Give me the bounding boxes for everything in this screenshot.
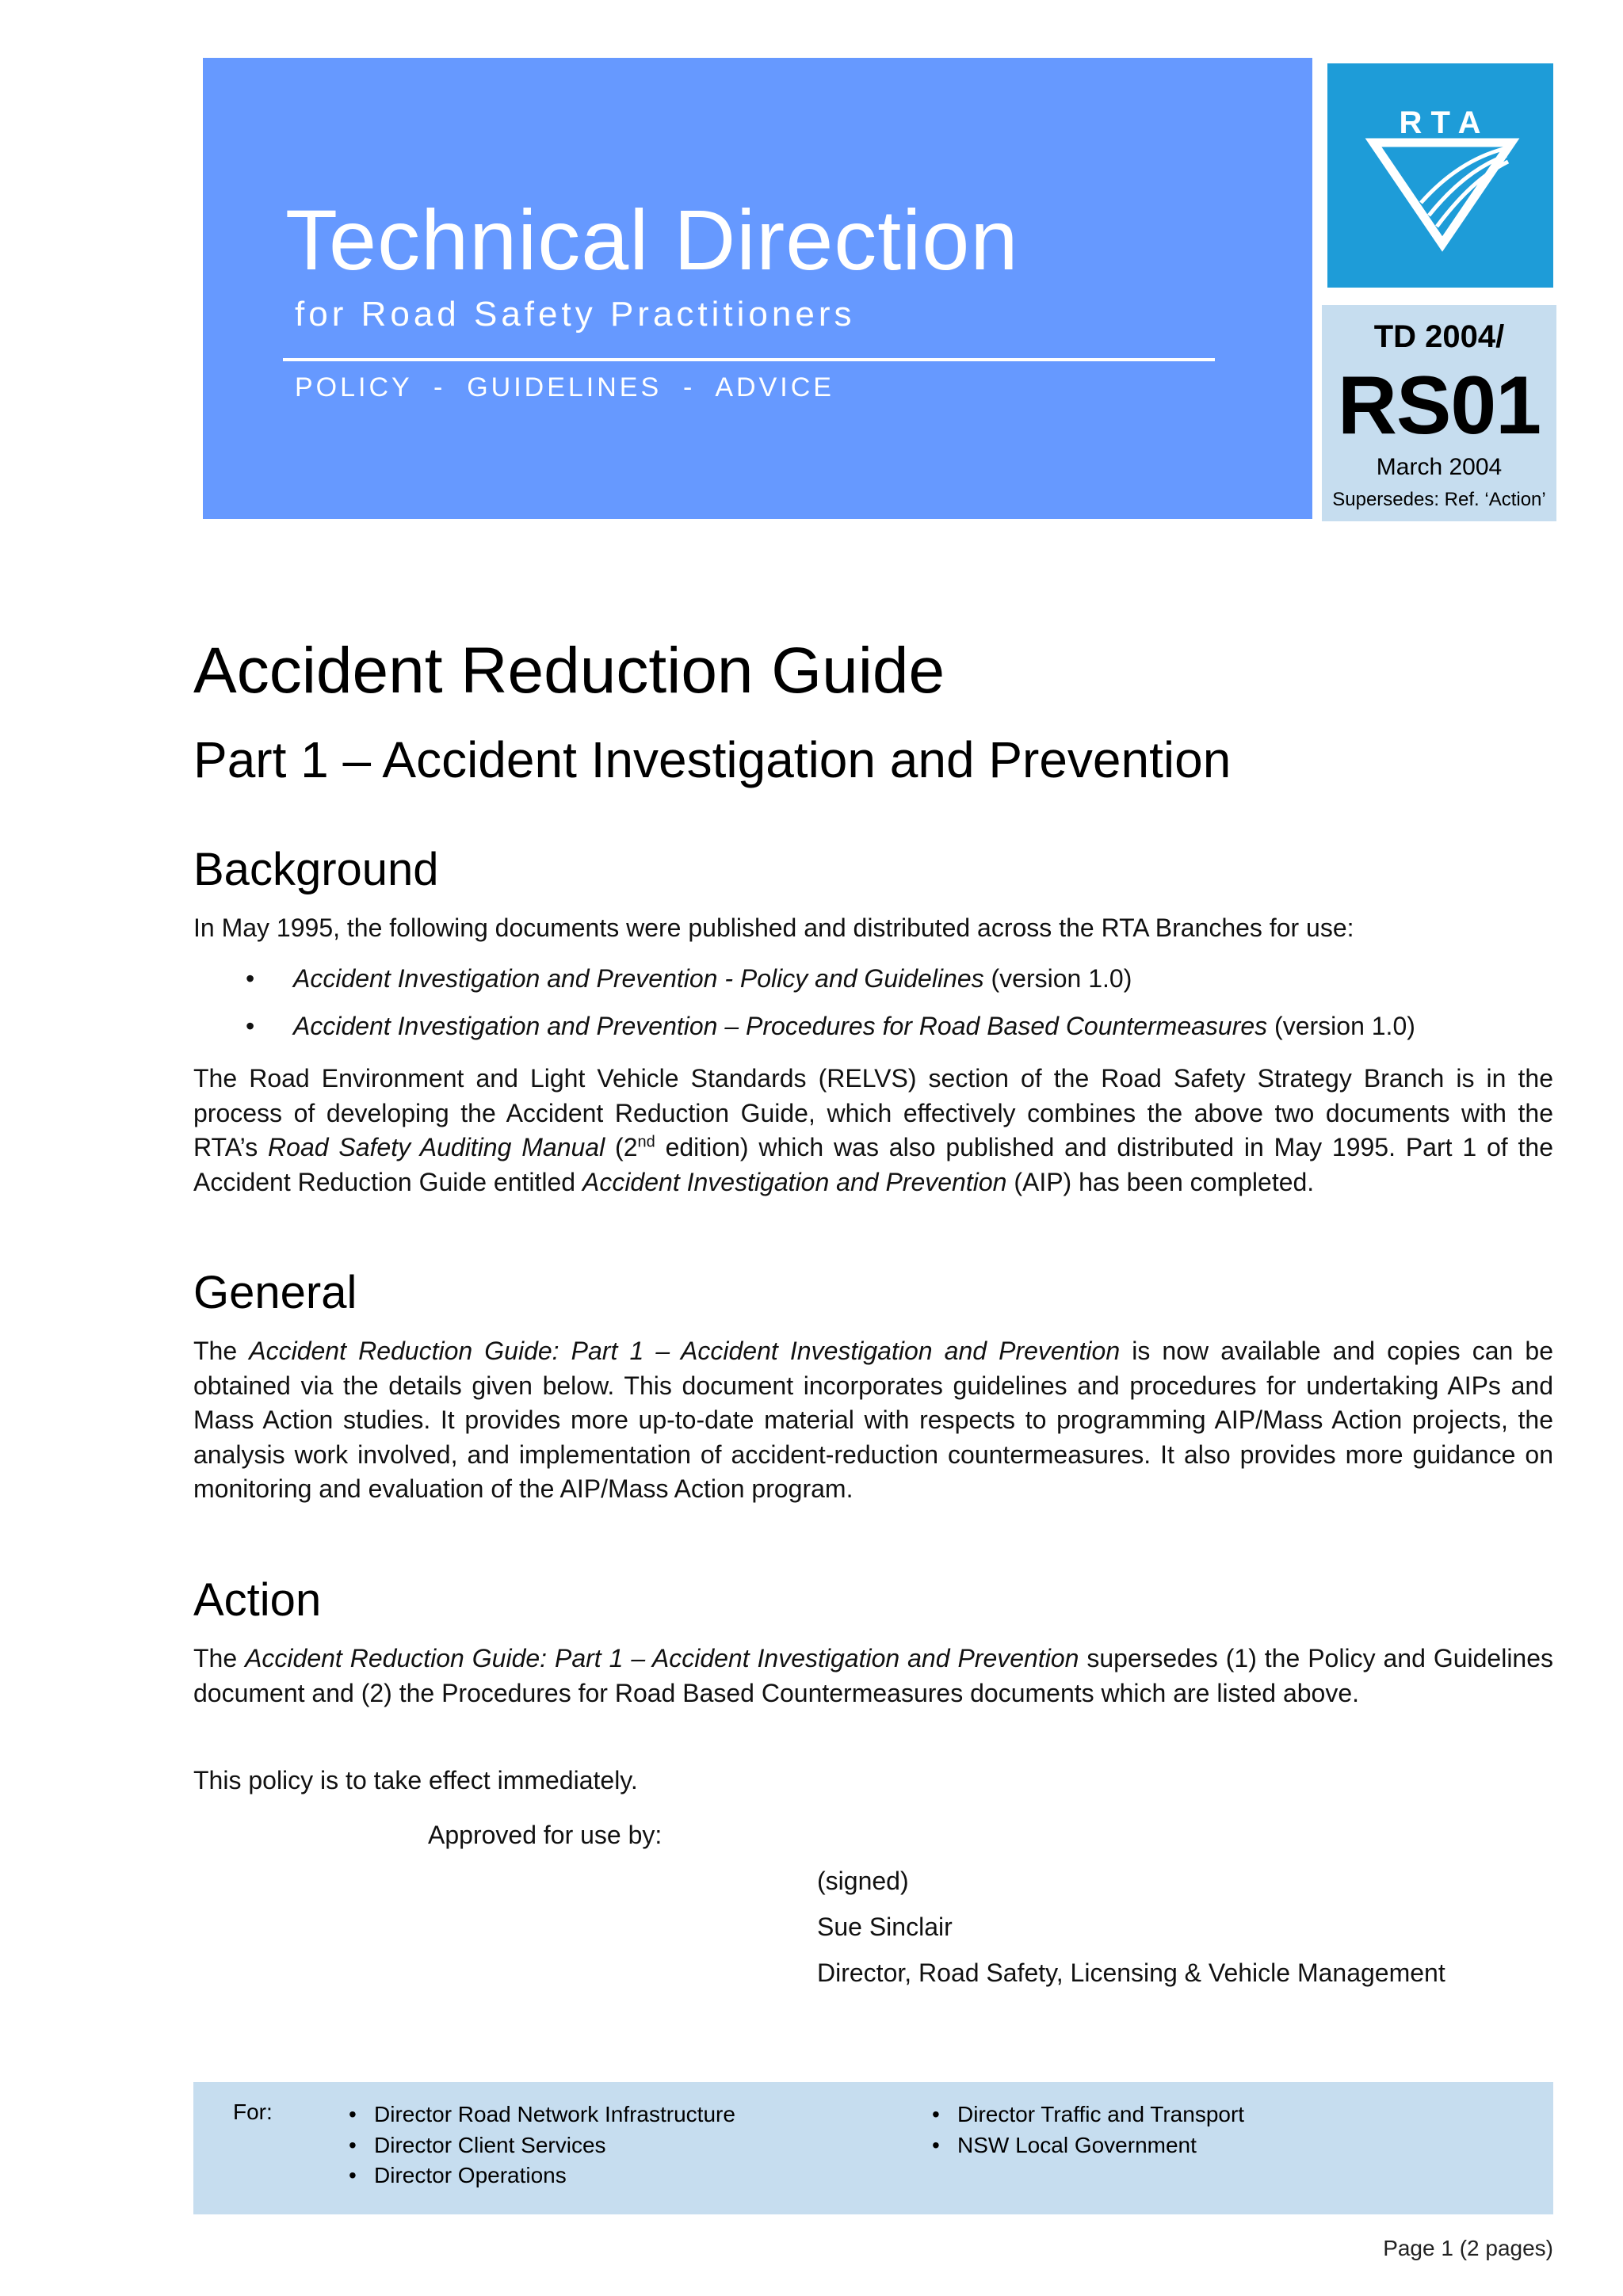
bullet-icon: • — [246, 1012, 255, 1040]
bullet-icon: • — [349, 2102, 357, 2126]
list-item: • NSW Local Government — [932, 2130, 1244, 2161]
action-policy-note: This policy is to take effect immediately. — [193, 1766, 638, 1794]
banner-divider — [283, 358, 1215, 361]
list-item: • Director Client Services — [349, 2130, 735, 2161]
distribution-label: For: — [233, 2100, 273, 2124]
document-subtitle: Part 1 – Accident Investigation and Prevention — [193, 731, 1232, 788]
bullet-plain-text: (version 1.0) — [983, 964, 1132, 993]
background-heading: Background — [193, 844, 439, 895]
banner-tags: POLICY - GUIDELINES - ADVICE — [295, 372, 834, 402]
approval-label: Approved for use by: — [428, 1821, 663, 1849]
rta-logo — [1327, 63, 1553, 288]
td-supersedes: Supersedes: Ref. ‘Action’ — [1332, 489, 1546, 510]
list-item: • Director Operations — [349, 2161, 735, 2191]
page-number: Page 1 (2 pages) — [1383, 2236, 1553, 2260]
action-paragraph: The Accident Reduction Guide: Part 1 – Accident Investigation and Prevention supersedes (1) the Policy and Guidelines document and (2) the Procedures for Road Based Countermeasures documents which are listed above. — [193, 1644, 1554, 1707]
logo-text: R T A — [1399, 105, 1481, 140]
background-paragraph: The Road Environment and Light Vehicle Standards (RELVS) section of the Road Safety Strategy Branch is in the process of developing the Accident Reduction Guide, which effectively combines the above two documents with the RTA’s Road Safety Auditing Manual (2nd edition) which was also published and distributed in May 1995. Part 1 of the Accident Reduction Guide entitled Accident Investigation and Prevention (AIP) has been completed. — [193, 1064, 1554, 1196]
td-date: March 2004 — [1376, 454, 1503, 480]
approval-signed: (signed) — [817, 1867, 909, 1895]
bullet-icon: • — [246, 964, 255, 993]
document-title: Accident Reduction Guide — [193, 635, 945, 707]
bullet-icon: • — [932, 2102, 940, 2126]
action-heading: Action — [193, 1574, 322, 1626]
bullet-icon: • — [349, 2163, 357, 2187]
distribution-box — [193, 2082, 1553, 2214]
banner-title: Technical Direction — [285, 192, 1019, 288]
distribution-list-left — [349, 2100, 735, 2191]
td-code: TD 2004/ — [1373, 319, 1505, 354]
bullet-icon: • — [932, 2132, 940, 2157]
general-paragraph: The Accident Reduction Guide: Part 1 – Accident Investigation and Prevention is now available and copies can be obtained via the details given below. This document incorporates guidelines and procedures for undertaking AIPs and Mass Action studies. It provides more up-to-date material with respects to programming AIP/Mass Action projects, the analysis work involved, and implementation of accident-reduction countermeasures. It also provides more guidance on monitoring and evaluation of the AIP/Mass Action program. — [193, 1337, 1554, 1503]
td-reference-box — [1322, 305, 1556, 521]
rta-road-logo-icon — [1327, 63, 1553, 288]
bullet-italic-text: Accident Investigation and Prevention - Policy and Guidelines — [293, 964, 984, 993]
banner-subtitle: for Road Safety Practitioners — [295, 295, 856, 334]
background-intro: In May 1995, the following documents were published and distributed across the RTA Branches for use: — [193, 913, 1354, 942]
bullet-italic-text: Accident Investigation and Prevention – Procedures for Road Based Countermeasures — [293, 1012, 1268, 1040]
general-heading: General — [193, 1267, 357, 1318]
list-item: • Director Road Network Infrastructure — [349, 2100, 735, 2130]
list-item: • Director Traffic and Transport — [932, 2100, 1244, 2130]
bullet-plain-text: (version 1.0) — [1267, 1012, 1415, 1040]
bullet-icon: • — [349, 2132, 357, 2157]
approver-position: Director, Road Safety, Licensing & Vehicle Management — [817, 1958, 1445, 1987]
td-number: RS01 — [1337, 360, 1541, 452]
approver-name: Sue Sinclair — [817, 1913, 953, 1941]
distribution-list-right — [932, 2100, 1244, 2161]
